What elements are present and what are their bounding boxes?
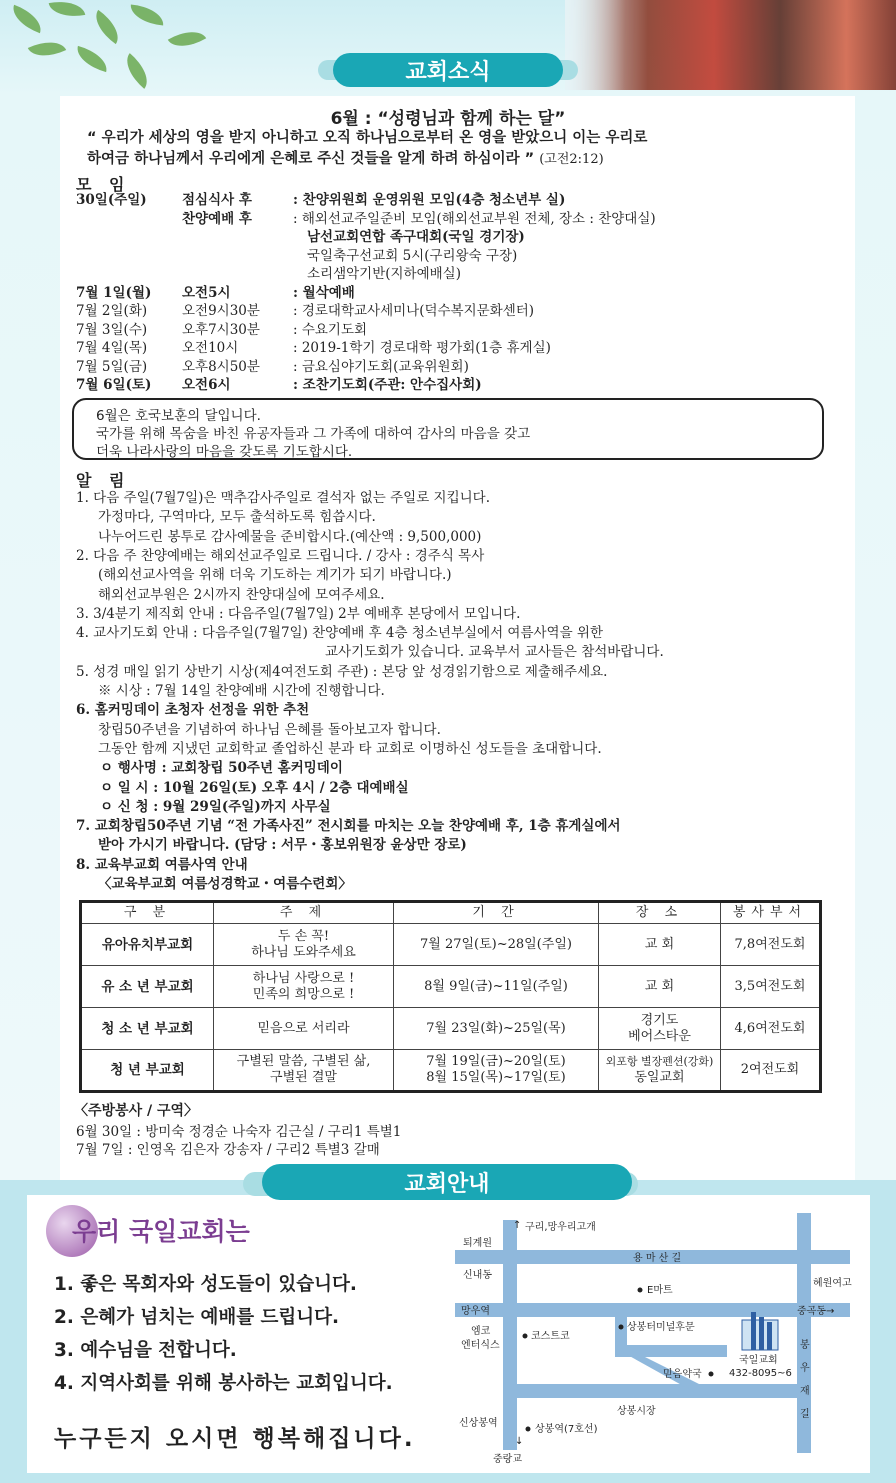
table-header: 장 소 [599, 902, 721, 924]
table-cell [214, 1008, 394, 1050]
leaf-decoration [0, 0, 240, 90]
announcement-line: 8. 교육부교회 여름사역 안내 [76, 856, 248, 873]
table-cell-text: 8월 15일(목)~17일(토) [426, 1070, 566, 1085]
meeting-time: 오후8시50분 [182, 358, 260, 375]
section-title-news: 교회소식 [333, 53, 563, 87]
map-label-phone: 432-8095~6 [729, 1368, 792, 1379]
intro-item: 2. 은혜가 넘치는 예배를 드립니다. [54, 1307, 340, 1328]
announcement-line: ※ 시상 : 7월 14일 찬양예배 시간에 진행합니다. [98, 683, 385, 699]
table-cell-text: 청 년 부교회 [110, 1062, 185, 1078]
costco-marker [523, 1334, 528, 1339]
meeting-desc: : 월삭예배 [293, 284, 355, 301]
table-cell [214, 966, 394, 1008]
table-cell-text: 4,6여전도회 [734, 1020, 806, 1036]
meeting-date: 7월 1일(월) [76, 284, 152, 301]
theme-title: 6월 : “성령님과 함께 하는 달” [330, 109, 566, 129]
announcement-line: 1. 다음 주일(7월7일)은 맥추감사주일로 결석자 없는 주일로 지킵니다. [76, 490, 490, 506]
announcement-line: 6. 홈커밍데이 초청자 선정을 위한 추천 [76, 702, 310, 719]
meeting-desc: : 금요심야기도회(교육위원회) [293, 358, 469, 375]
table-header: 구 분 [81, 902, 214, 924]
meeting-time: 찬양예배 후 [182, 210, 252, 227]
table-header: 봉사부서 [721, 902, 821, 924]
table-cell-text: 3,5여전도회 [734, 978, 806, 994]
announcement-line: 가정마다, 구역마다, 모두 출석하도록 힘씁시다. [98, 509, 376, 526]
meeting-desc: : 경로대학교사세미나(덕수복지문화센터) [293, 303, 535, 319]
table-cell-text: 7월 23일(화)~25일(목) [426, 1020, 566, 1036]
table-cell-text: 구별된 말씀, 구별된 삶, [236, 1054, 371, 1069]
table-cell-text: 베어스타운 [628, 1028, 691, 1044]
table-row [81, 1050, 821, 1092]
announcement-line: 3. 3/4분기 제직회 안내 : 다음주일(7월7일) 2부 예배후 본당에서 모입니다. [76, 605, 521, 622]
emart-marker [638, 1288, 643, 1293]
section-title-guide: 교회안내 [262, 1164, 632, 1200]
map-label-road: 용 마 산 길 [633, 1253, 682, 1264]
table-cell-text: 외포항 별장펜션(강화) [605, 1055, 714, 1068]
table-cell-text: 하나님 도와주세요 [251, 944, 356, 960]
announcement-line: 해외선교부원은 2시까지 찬양대실에 모여주세요. [98, 586, 385, 603]
announcements-heading: 알 림 [76, 471, 131, 490]
table-cell [599, 966, 721, 1008]
table-header-row [81, 902, 821, 924]
announcement-line: 5. 성경 매일 읽기 상반기 시상(제4여전도회 주관) : 본당 앞 성경읽기함으로 제출해주세요. [76, 663, 608, 680]
table-cell [81, 1008, 214, 1050]
table-cell [214, 1050, 394, 1092]
table-cell-text: 구별된 결말 [270, 1070, 337, 1085]
table-cell [394, 924, 599, 966]
table-row [81, 924, 821, 966]
meeting-date: 7월 3일(수) [76, 321, 148, 338]
intro-item: 4. 지역사회를 위해 봉사하는 교회입니다. [54, 1373, 393, 1394]
table-cell-text: 하나님 사랑으로 ! [252, 970, 355, 986]
meeting-desc: 국일축구선교회 5시(구리왕숙 구장) [307, 247, 518, 264]
table-cell-text: 8월 9일(금)~11일(주일) [424, 978, 568, 994]
table-row [81, 966, 821, 1008]
table-cell [721, 1050, 821, 1092]
verse-line-2: 하여금 하나님께서 우리에게 은혜로 주신 것들을 알게 하려 하심이라 ” (고전2:12) [87, 151, 604, 167]
slogan: 누구든지 오시면 행복해집니다. [54, 1426, 416, 1452]
map-label-entersix: 엔터식스 [461, 1340, 500, 1351]
meeting-time: 점심식사 후 [182, 192, 252, 208]
meetings-heading: 모 임 [76, 175, 131, 194]
station-marker [526, 1427, 531, 1432]
notice-box [72, 398, 824, 460]
intro-title: 우리 국일교회는 [72, 1217, 250, 1246]
summer-ministry-table [79, 900, 822, 1093]
map-label-sangbong-station: 상봉역(7호선) [535, 1424, 598, 1435]
svg-text:길: 길 [800, 1409, 810, 1420]
table-cell-text: 7,8여전도회 [734, 936, 806, 952]
table-cell-text: 7월 27일(토)~28일(주일) [419, 936, 572, 952]
meeting-date: 7월 4일(목) [76, 340, 148, 356]
arrow-down-icon: ↓ [515, 1436, 524, 1447]
map-label-emart: E마트 [647, 1285, 673, 1296]
map-label-sangbong-sijang: 상봉시장 [617, 1406, 656, 1417]
table-cell [394, 966, 599, 1008]
location-map [455, 1208, 855, 1470]
map-label-toegyewon: 퇴계원 [463, 1238, 492, 1249]
table-cell [721, 924, 821, 966]
meeting-desc: : 수요기도회 [293, 321, 368, 338]
announcement-line: 창립50주년을 기념하여 하나님 은혜를 돌아보고자 합니다. [98, 721, 441, 738]
table-cell-text: 동일교회 [634, 1070, 685, 1085]
meeting-desc: : 2019-1학기 경로대학 평가회(1층 휴게실) [293, 340, 551, 356]
table-cell-text: 경기도 [640, 1012, 679, 1028]
table-cell [599, 1008, 721, 1050]
meeting-desc: : 해외선교주일준비 모임(해외선교부원 전체, 장소 : 찬양대실) [293, 210, 656, 227]
kitchen-line-1: 6월 30일 : 방미숙 정경순 나숙자 김근실 / 구리1 특별1 [76, 1124, 402, 1140]
map-label-mangu: 망우역 [461, 1306, 490, 1317]
meeting-date: 30일(주일) [76, 192, 147, 208]
notice-line-3: 더욱 나라사랑의 마음을 갖도록 기도합시다. [96, 444, 353, 460]
announcement-line: 〈교육부교회 여름성경학교・여름수련회〉 [98, 876, 352, 892]
map-label-junggok: 중곡동→ [797, 1306, 835, 1317]
meeting-desc: : 조찬기도회(주관: 안수집사회) [293, 377, 482, 393]
announcement-line: ㅇ 신 청 : 9월 29일(주일)까지 사무실 [100, 798, 331, 815]
meeting-date: 7월 5일(금) [76, 358, 148, 375]
meeting-time: 오전6시 [182, 377, 231, 393]
announcement-line: 그동안 함께 지냈던 교회학교 졸업하신 분과 타 교회로 이명하신 성도들을 초대합니다. [98, 740, 602, 757]
announcement-line: 2. 다음 주 찬양예배는 해외선교주일로 드립니다. / 강사 : 경주식 목사 [76, 547, 485, 564]
table-cell-text: 믿음으로 서리라 [257, 1020, 350, 1036]
announcement-line: 7. 교회창립50주년 기념 “전 가족사진” 전시회를 마치는 오늘 찬양예배 후, 1층 휴게실에서 [76, 818, 621, 835]
table-cell [721, 1008, 821, 1050]
table-cell [214, 924, 394, 966]
table-cell [394, 1008, 599, 1050]
svg-text:봉: 봉 [800, 1340, 810, 1351]
map-label-pharmacy: 믿음약국 [663, 1369, 702, 1380]
kitchen-line-2: 7월 7일 : 인영옥 김은자 강송자 / 구리2 특별3 갈매 [76, 1142, 380, 1158]
table-row [81, 1008, 821, 1050]
announcement-line: ㅇ 행사명 : 교회창립 50주년 홈커밍데이 [100, 760, 343, 777]
meeting-desc: 남선교회연합 족구대회(국일 경기장) [307, 229, 525, 245]
arrow-up-icon: ↑ [513, 1220, 522, 1231]
announcement-line: 교사기도회가 있습니다. 교육부서 교사들은 참석바랍니다. [325, 644, 664, 661]
table-cell-text: 청 소 년 부교회 [101, 1020, 194, 1037]
kitchen-heading: 〈주방봉사 / 구역〉 [74, 1103, 199, 1119]
map-roads [455, 1213, 850, 1453]
meeting-time: 오후7시30분 [182, 321, 260, 338]
map-label-sinnaedong: 신내동 [463, 1270, 492, 1281]
terminal-marker [619, 1325, 624, 1330]
svg-text:재: 재 [800, 1386, 810, 1397]
table-header: 주 제 [214, 902, 394, 924]
announcement-line: 4. 교사기도회 안내 : 다음주일(7월7일) 찬양예배 후 4층 청소년부실에서 여름사역을 위한 [76, 625, 603, 642]
table-cell-text: 민족의 희망으로 ! [252, 986, 355, 1002]
pharmacy-marker [709, 1372, 714, 1377]
map-label-church: 국일교회 [739, 1355, 778, 1366]
table-cell [81, 1050, 214, 1092]
table-header: 기 간 [394, 902, 599, 924]
meeting-time: 오전5시 [182, 284, 231, 301]
table-cell [81, 966, 214, 1008]
table-cell-text: 유아유치부교회 [101, 936, 194, 953]
meeting-time: 오전9시30분 [182, 303, 260, 319]
map-label-guri: 구리,망우리고개 [525, 1222, 596, 1233]
notice-line-1: 6월은 호국보훈의 달입니다. [96, 408, 261, 424]
table-cell [599, 924, 721, 966]
svg-text:우: 우 [800, 1363, 810, 1374]
table-cell-text: 7월 19일(금)~20일(토) [426, 1054, 566, 1069]
announcement-line: 나누어드린 봉투로 감사예물을 준비합시다.(예산액 : 9,500,000) [98, 528, 482, 545]
map-label-aekko: 엠코 [471, 1326, 491, 1337]
table-cell [394, 1050, 599, 1092]
meeting-time: 오전10시 [182, 340, 239, 356]
map-label-hyewon: 혜원여고 [813, 1278, 852, 1289]
table-cell-text: 2여전도회 [740, 1062, 800, 1077]
table-cell-text: 교 회 [644, 978, 675, 994]
meeting-desc: 소리샘악기반(지하예배실) [307, 266, 461, 282]
table-cell [599, 1050, 721, 1092]
map-label-costco: 코스트코 [531, 1331, 570, 1342]
verse-line-1: “ 우리가 세상의 영을 받지 아니하고 오직 하나님으로부터 온 영을 받았으니 이는 우리로 [87, 130, 648, 146]
map-label-junghwagyo: 중랑교 [493, 1454, 522, 1465]
announcement-line: (해외선교사역을 위해 더욱 기도하는 계기가 되기 바랍니다.) [98, 567, 452, 584]
table-cell [81, 924, 214, 966]
choir-photo [565, 0, 896, 90]
notice-line-2: 국가를 위해 목숨을 바친 유공자들과 그 가족에 대하여 감사의 마음을 갖고 [96, 426, 531, 442]
map-label-terminal: 상봉터미널후문 [627, 1322, 695, 1333]
map-label-sinsangbong: 신상봉역 [459, 1418, 498, 1429]
church-building-icon [742, 1312, 778, 1350]
table-cell-text: 유 소 년 부교회 [101, 978, 194, 995]
meeting-date: 7월 6일(토) [76, 377, 152, 393]
meeting-desc: : 찬양위원회 운영위원 모임(4층 청소년부 실) [293, 192, 566, 208]
intro-item: 3. 예수님을 전합니다. [54, 1340, 237, 1361]
announcement-line: 받아 가시기 바랍니다. (담당 : 서무・홍보위원장 윤상만 장로) [98, 837, 467, 854]
meeting-date: 7월 2일(화) [76, 303, 148, 319]
announcement-line: ㅇ 일 시 : 10월 26일(토) 오후 4시 / 2층 대예배실 [100, 779, 409, 796]
table-cell-text: 두 손 꼭! [277, 928, 330, 944]
intro-item: 1. 좋은 목회자와 성도들이 있습니다. [54, 1274, 357, 1295]
table-cell [721, 966, 821, 1008]
table-cell-text: 교 회 [644, 936, 675, 952]
